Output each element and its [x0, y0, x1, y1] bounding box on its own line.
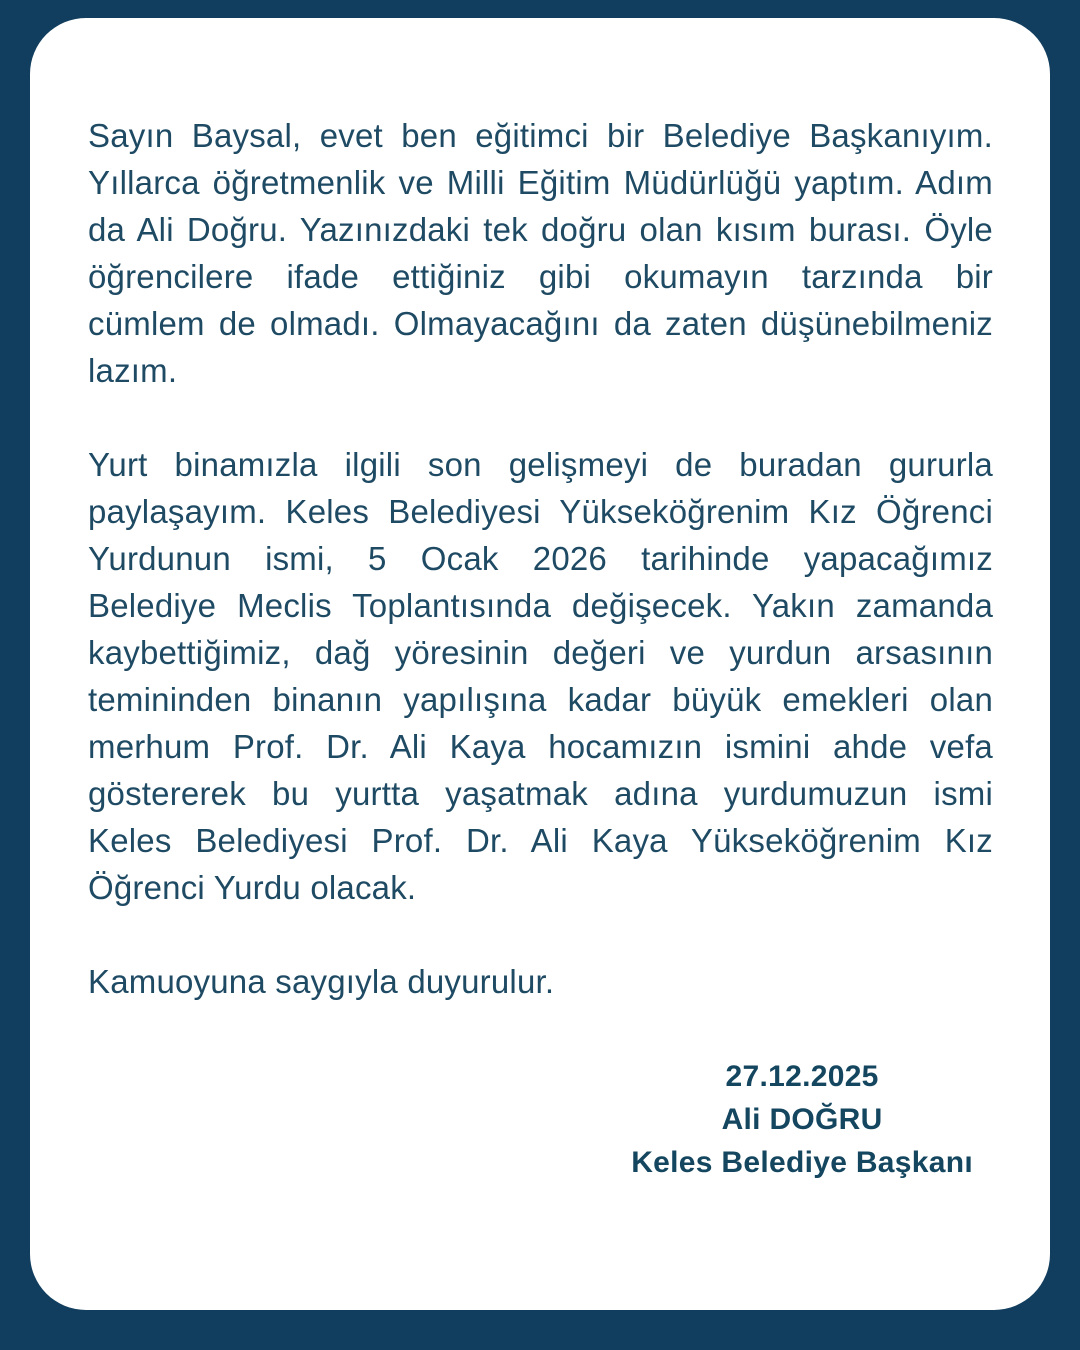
- closing-paragraph: [88, 958, 993, 1005]
- signature-name: Ali DOĞRU: [721, 1103, 883, 1136]
- text-line: merhum Prof. Dr. Ali Kaya hocamızın ismini ahde vefa: [88, 728, 993, 765]
- signature-title: Keles Belediye Başkanı: [631, 1146, 973, 1179]
- text-line: kaybettiğimiz, dağ yöresinin değeri ve yurdun arsasının: [88, 634, 993, 671]
- signature-block: [631, 1055, 973, 1184]
- paragraph-2: [88, 441, 993, 911]
- paragraph-1: [88, 112, 993, 394]
- text-line: paylaşayım. Keles Belediyesi Yükseköğrenim Kız Öğrenci: [88, 493, 993, 530]
- text-line: Yıllarca öğretmenlik ve Milli Eğitim Müdürlüğü yaptım. Adım: [88, 164, 993, 201]
- text-line: Yurdunun ismi, 5 Ocak 2026 tarihinde yapacağımız: [88, 540, 993, 577]
- text-line: Sayın Baysal, evet ben eğitimci bir Belediye Başkanıyım.: [88, 117, 993, 154]
- text-line: cümlem de olmadı. Olmayacağını da zaten düşünebilmeniz: [88, 305, 993, 342]
- text-line: temininden binanın yapılışına kadar büyük emekleri olan: [88, 681, 993, 718]
- letter-card: [30, 18, 1050, 1310]
- text-line: Yurt binamızla ilgili son gelişmeyi de buradan gururla: [88, 446, 993, 483]
- text-line: Öğrenci Yurdu olacak.: [88, 869, 417, 906]
- text-line: göstererek bu yurtta yaşatmak adına yurdumuzun ismi: [88, 775, 993, 812]
- text-line: öğrencilere ifade ettiğiniz gibi okumayın tarzında bir: [88, 258, 993, 295]
- text-line: Belediye Meclis Toplantısında değişecek. Yakın zamanda: [88, 587, 993, 624]
- text-line: Keles Belediyesi Prof. Dr. Ali Kaya Yükseköğrenim Kız: [88, 822, 993, 859]
- closing-line: Kamuoyuna saygıyla duyurulur.: [88, 963, 555, 1000]
- text-line: da Ali Doğru. Yazınızdaki tek doğru olan kısım burası. Öyle: [88, 211, 993, 248]
- text-line: lazım.: [88, 352, 178, 389]
- signature-date: 27.12.2025: [725, 1060, 879, 1093]
